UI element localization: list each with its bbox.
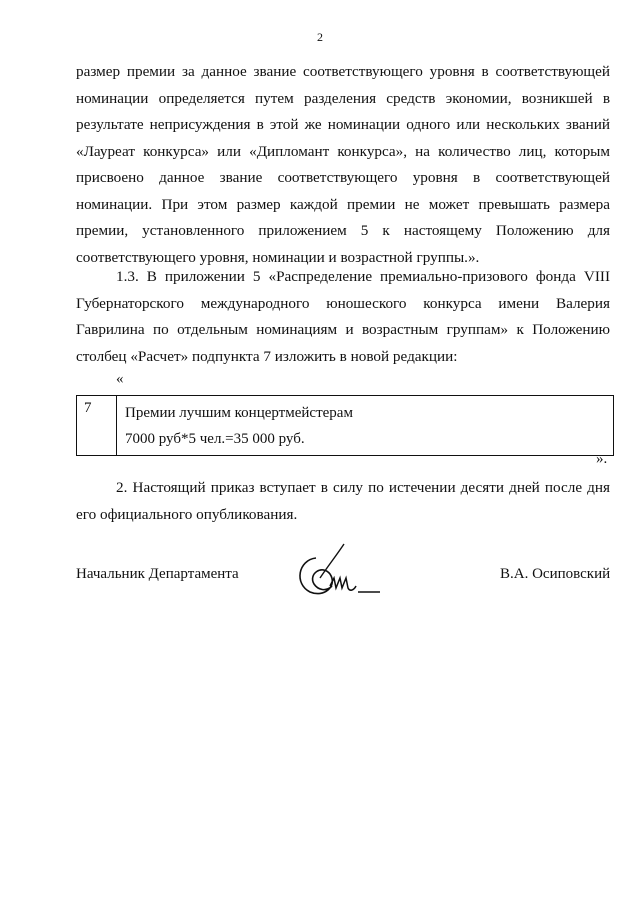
row-title: Премии лучшим концертмейстерам [125, 405, 353, 421]
signatory-position: Начальник Департамента [76, 566, 239, 582]
table-row [77, 396, 614, 456]
paragraph-2: 2. Настоящий приказ вступает в силу по истечении десяти дней после дня его официального опубликования. [76, 479, 610, 523]
row-number: 7 [77, 396, 117, 456]
quote-open-mark: « [116, 371, 124, 387]
page-number: 2 [317, 30, 323, 44]
paragraph-1-3: 1.3. В приложении 5 «Распределение премиально-призового фонда VIII Губернаторского международного юношеского конкурса имени Валерия Гаврилина по отдельным номинациям и возрастным группам» к Положению столбец «Расчет» подпункта 7 изложить в новой редакции: [76, 268, 610, 365]
quote-close-mark: ». [596, 451, 608, 467]
row-calculation: 7000 руб*5 чел.=35 000 руб. [125, 431, 305, 447]
amendment-table [76, 395, 614, 456]
row-content [117, 396, 614, 456]
signatory-name: В.А. Осиповский [500, 566, 611, 582]
paragraph-1: размер премии за данное звание соответствующего уровня в соответствующей номинации определяется путем разделения средств экономии, возникшей в результате неприсуждения в этой же номинации одного или нескольких званий «Лауреат конкурса» или «Дипломант конкурса», на количество лиц, которым присвоено данное звание соответствующего уровня в соответствующей номинации. При этом размер каждой премии не может превышать размера премии, установленного приложением 5 к настоящему Положению для соответствующего уровня, номинации и возрастной группы.». [76, 63, 610, 266]
handwritten-signature [292, 540, 392, 610]
